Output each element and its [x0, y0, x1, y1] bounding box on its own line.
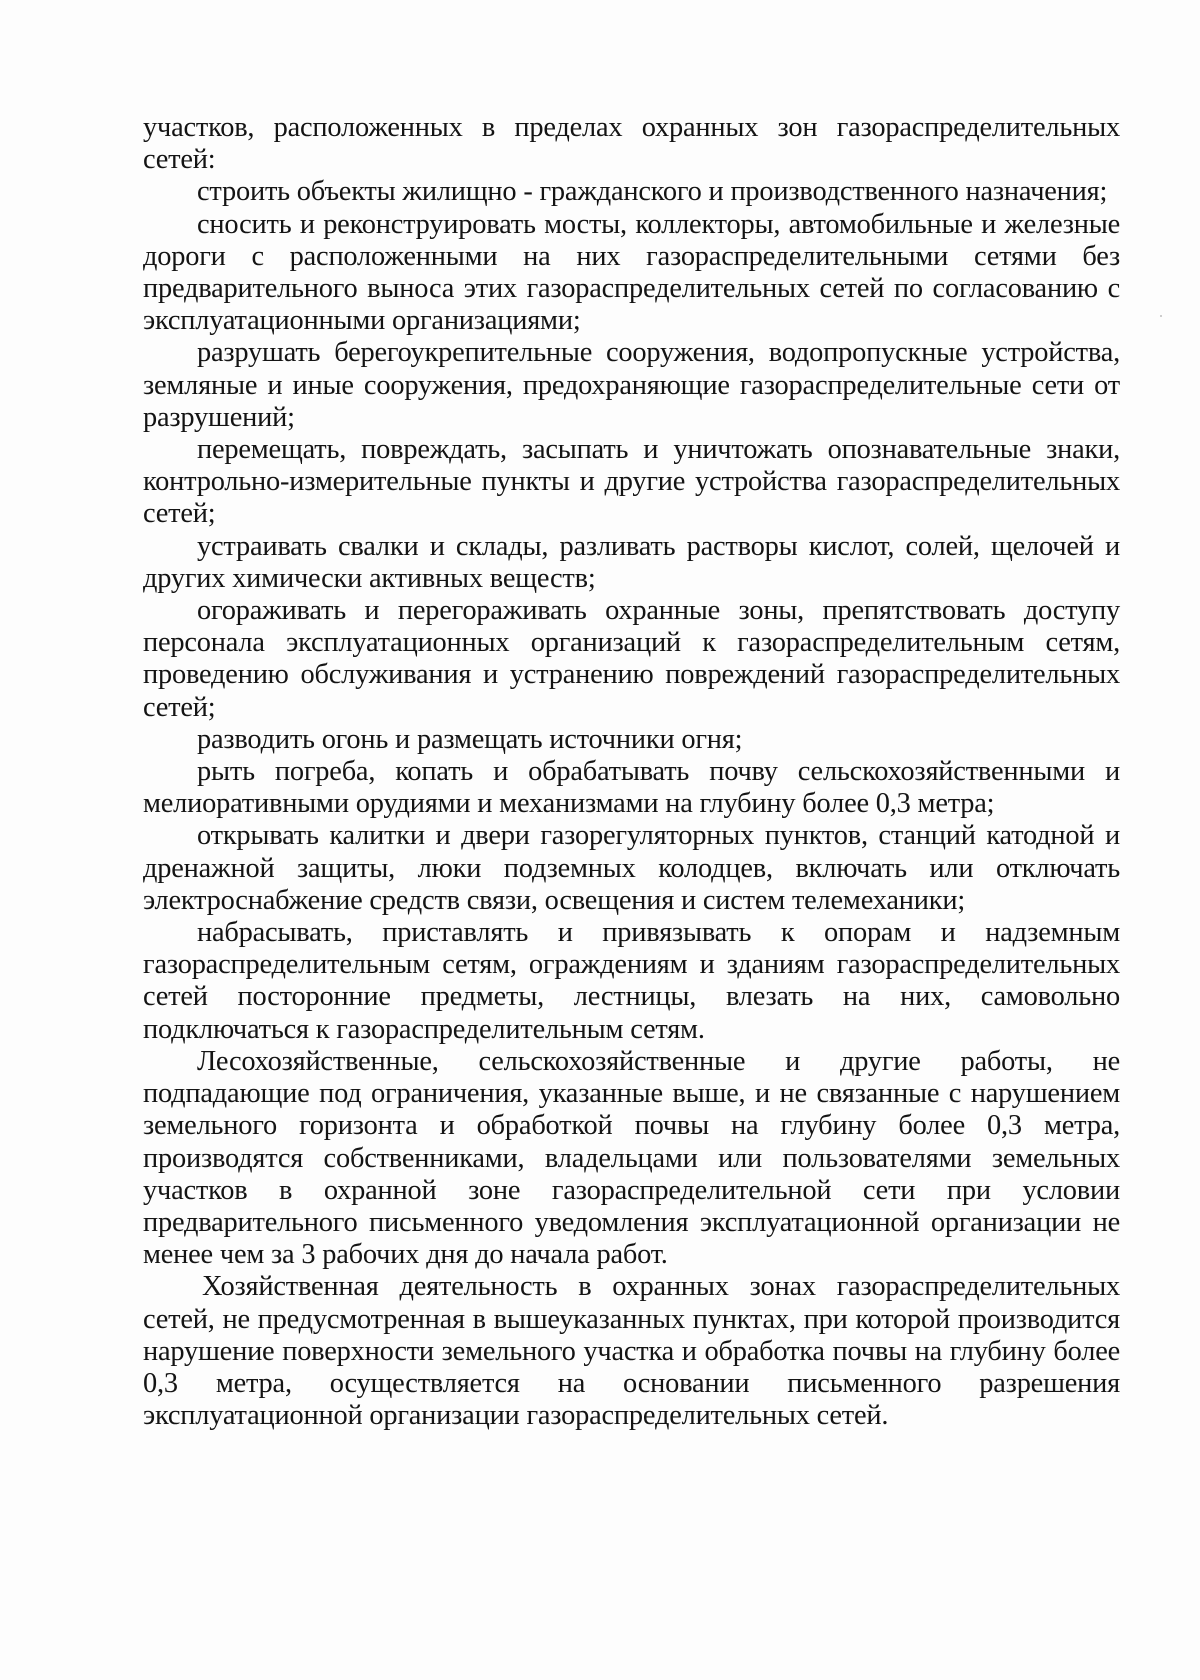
paragraph-item: разводить огонь и размещать источники огня; — [197, 723, 743, 755]
paragraph-continuation: участков, расположенных в пределах охранных зон газораспределительных сетей: — [143, 112, 1120, 176]
paragraph-item: сносить и реконструировать мосты, коллекторы, автомобильные и железные дороги с расположенными на них газораспределительными сетями без предварительного выноса этих газораспределительных сетей по согласованию с эксплуатационными организациями; — [143, 208, 1120, 337]
paragraph-item: открывать калитки и двери газорегуляторных пунктов, станций катодной и дренажной защиты, люки подземных колодцев, включать или отключать электроснабжение средств связи, освещения и систем телемеханики; — [143, 820, 1120, 916]
paragraph-item: рыть погреба, копать и обрабатывать почву сельскохозяйственными и мелиоративными орудиями и механизмами на глубину более 0,3 метра; — [143, 756, 1120, 820]
document-body — [143, 112, 1120, 1432]
paragraph-item: перемещать, повреждать, засыпать и уничтожать опознавательные знаки, контрольно-измерительные пункты и другие устройства газораспределительных сетей; — [143, 434, 1120, 530]
paragraph-item: разрушать берегоукрепительные сооружения, водопропускные устройства, земляные и иные сооружения, предохраняющие газораспределительные сети от разрушений; — [143, 337, 1120, 433]
scan-speck — [1160, 315, 1162, 317]
paragraph-economic-activity: Хозяйственная деятельность в охранных зонах газораспределительных сетей, не предусмотренная в вышеуказанных пунктах, при которой производится нарушение поверхности земельного участка и обработка почвы на глубину более 0,3 метра, осуществляется на основании письменного разрешения эксплуатационной организации газораспределительных сетей. — [143, 1271, 1120, 1432]
paragraph-forestry-works: Лесохозяйственные, сельскохозяйственные и другие работы, не подпадающие под ограничения, указанные выше, и не связанные с нарушением земельного горизонта и обработкой почвы на глубину более 0,3 метра, производятся собственниками, владельцами или пользователями земельных участков в охранной зоне газораспределительной сети при условии предварительного письменного уведомления эксплуатационной организации не менее чем за 3 рабочих дня до начала работ. — [143, 1045, 1120, 1271]
paragraph-item: огораживать и перегораживать охранные зоны, препятствовать доступу персонала эксплуатационных организаций к газораспределительным сетям, проведению обслуживания и устранению повреждений газораспределительных сетей; — [143, 595, 1120, 723]
paragraph-item: строить объекты жилищно - гражданского и производственного назначения; — [197, 176, 1108, 208]
paragraph-item: устраивать свалки и склады, разливать растворы кислот, солей, щелочей и других химически активных веществ; — [143, 530, 1120, 594]
paragraph-item: набрасывать, приставлять и привязывать к опорам и надземным газораспределительным сетям, ограждениям и зданиям газораспределительных сетей посторонние предметы, лестницы, влезать на них, самовольно подключаться к газораспределительным сетям. — [143, 917, 1120, 1045]
